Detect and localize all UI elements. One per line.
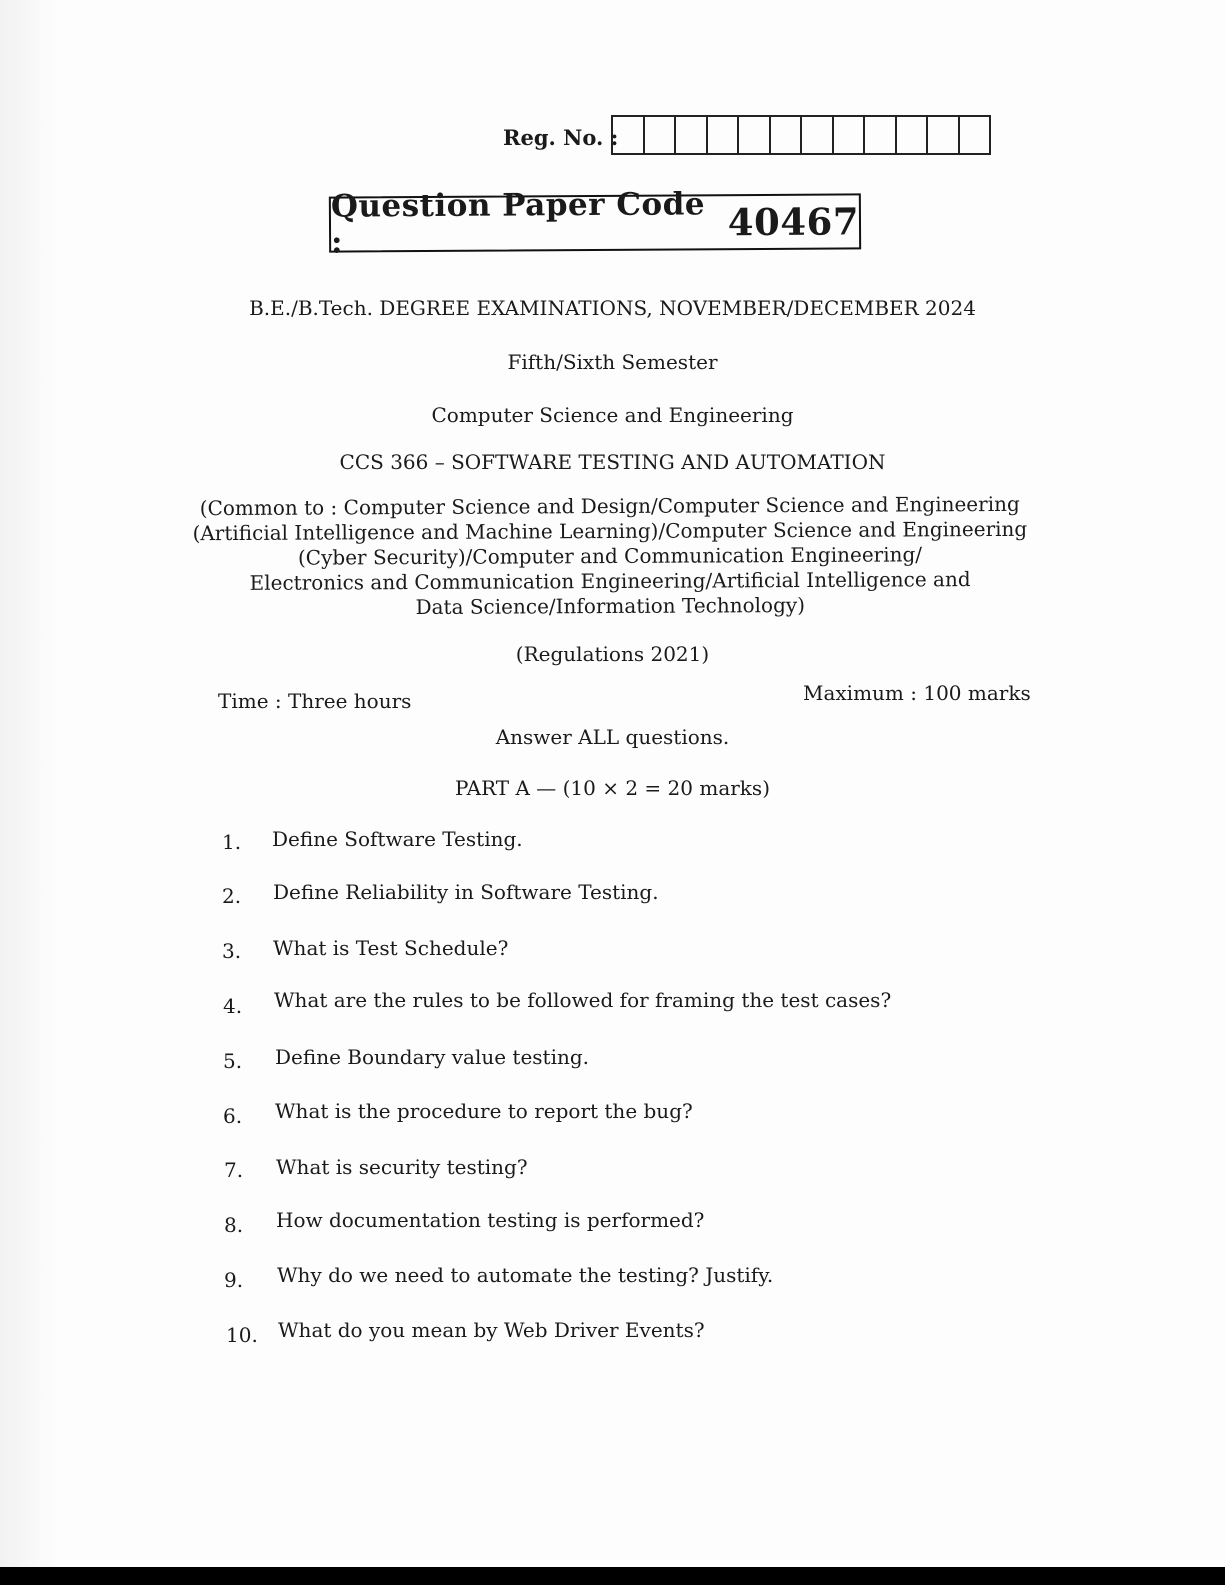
- reg-box: [708, 117, 740, 153]
- question-text: What is Test Schedule?: [273, 936, 509, 960]
- exam-title: B.E./B.Tech. DEGREE EXAMINATIONS, NOVEMBER/DECEMBER 2024: [249, 296, 976, 320]
- common-line: Data Science/Information Technology): [415, 592, 806, 620]
- reg-box: [771, 117, 803, 153]
- scan-bottom-edge: [0, 1567, 1225, 1585]
- question-text: Define Software Testing.: [272, 827, 523, 851]
- reg-box: [613, 117, 645, 153]
- question-paper-code-box: [329, 186, 861, 261]
- reg-box: [960, 117, 992, 153]
- question-text: Define Boundary value testing.: [275, 1045, 590, 1069]
- question-text: Define Reliability in Software Testing.: [273, 880, 659, 904]
- time-allowed: Time : Three hours: [218, 689, 412, 713]
- reg-box: [834, 117, 866, 153]
- question-paper-code-number: 40467: [727, 199, 860, 245]
- common-line: Electronics and Communication Engineering/Artificial Intelligence and: [249, 567, 971, 595]
- regulations: (Regulations 2021): [515, 642, 710, 666]
- question-text: What do you mean by Web Driver Events?: [278, 1318, 705, 1342]
- question-number: 9.: [224, 1268, 244, 1292]
- reg-box: [645, 117, 677, 153]
- reg-box: [928, 117, 960, 153]
- question-number: 8.: [224, 1213, 244, 1237]
- reg-box: [865, 117, 897, 153]
- question-paper-code-label: Question Paper Code :: [330, 186, 706, 261]
- question-number: 5.: [223, 1049, 243, 1073]
- reg-box: [802, 117, 834, 153]
- department: Computer Science and Engineering: [431, 403, 794, 427]
- question-number: 3.: [222, 939, 242, 963]
- reg-box: [676, 117, 708, 153]
- reg-no-boxes: [611, 115, 991, 155]
- question-text: How documentation testing is performed?: [276, 1208, 705, 1232]
- question-number: 6.: [223, 1104, 243, 1128]
- reg-box: [897, 117, 929, 153]
- reg-box: [739, 117, 771, 153]
- common-line: (Cyber Security)/Computer and Communication Engineering/: [297, 542, 923, 570]
- part-a-heading: PART A — (10 × 2 = 20 marks): [455, 776, 770, 800]
- question-number: 7.: [224, 1158, 244, 1182]
- common-line: (Common to : Computer Science and Design/Computer Science and Engineering: [199, 491, 1020, 521]
- common-to-block: [180, 492, 1041, 622]
- instruction: Answer ALL questions.: [495, 725, 730, 749]
- common-line: (Artificial Intelligence and Machine Learning)/Computer Science and Engineering: [192, 516, 1028, 546]
- question-text: What is the procedure to report the bug?: [275, 1099, 693, 1123]
- question-number: 2.: [222, 884, 242, 908]
- reg-no-label: Reg. No. :: [503, 125, 619, 150]
- question-text: What is security testing?: [276, 1155, 528, 1179]
- maximum-marks: Maximum : 100 marks: [803, 681, 1031, 705]
- question-number: 1.: [222, 830, 242, 854]
- semester: Fifth/Sixth Semester: [507, 350, 718, 374]
- question-text: What are the rules to be followed for framing the test cases?: [274, 988, 892, 1012]
- question-number: 10.: [226, 1323, 258, 1347]
- question-text: Why do we need to automate the testing? Justify.: [277, 1263, 774, 1287]
- question-number: 4.: [223, 994, 243, 1018]
- course-title: CCS 366 – SOFTWARE TESTING AND AUTOMATION: [339, 450, 886, 474]
